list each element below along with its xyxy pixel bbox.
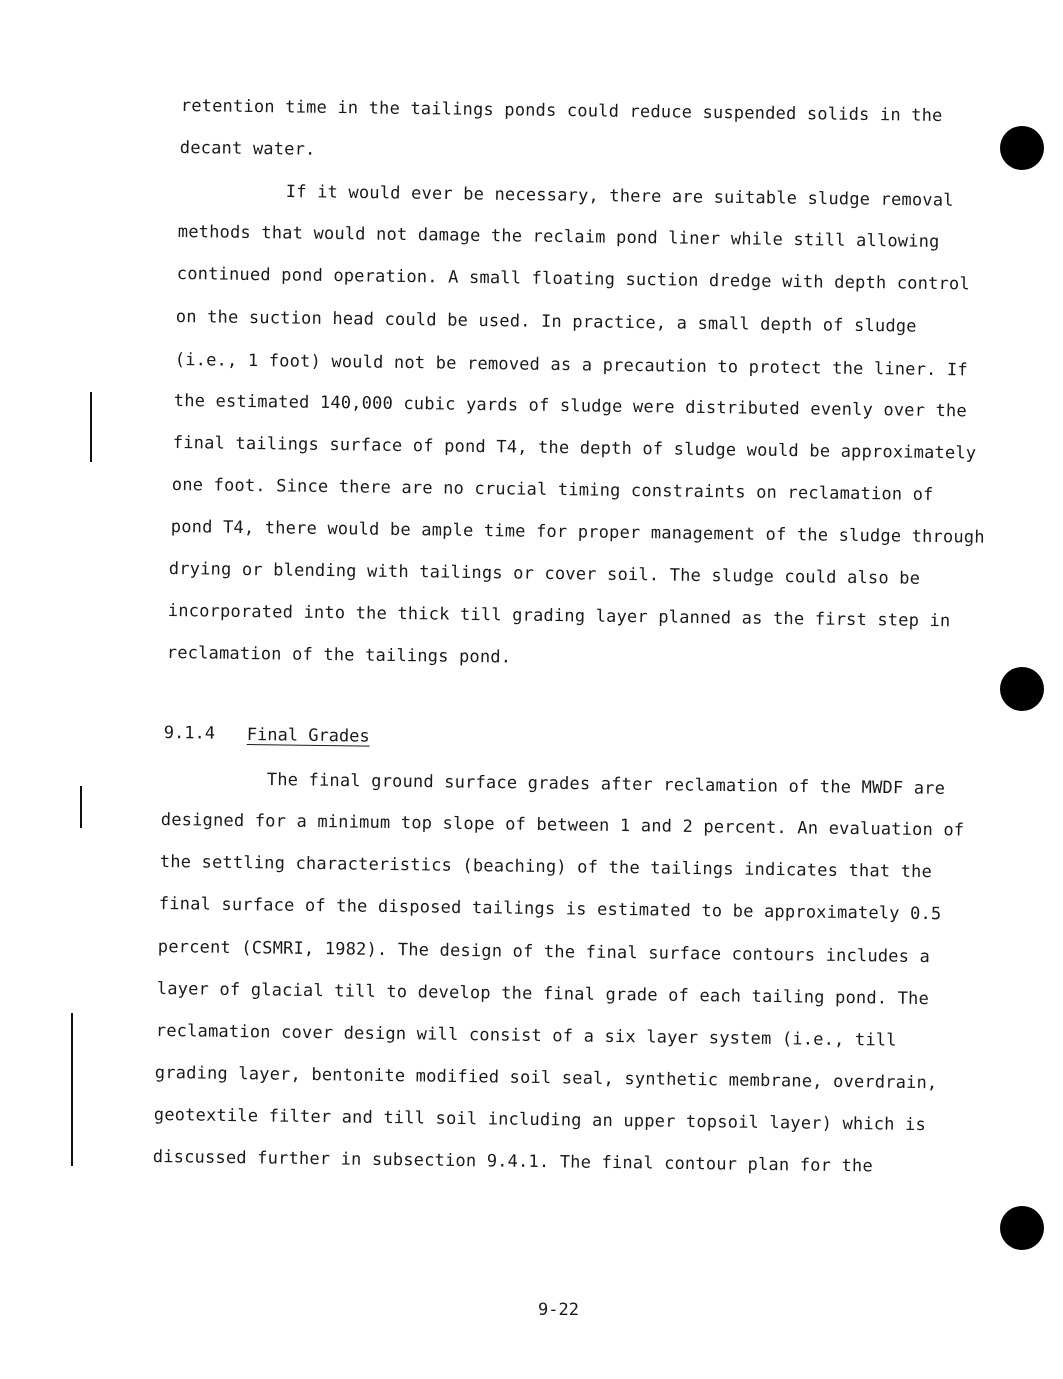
text-line: final tailings surface of pond T4, the depth of sludge would be approximately	[172, 433, 977, 464]
section-title: Final Grades	[246, 725, 370, 747]
text-line: percent (CSMRI, 1982). The design of the final surface contours includes a	[157, 937, 931, 968]
text-line: continued pond operation. A small floating suction dredge with depth control	[176, 264, 970, 295]
text-line: methods that would not damage the reclaim pond liner while still allowing	[177, 222, 940, 252]
text-line: decant water.	[179, 138, 316, 160]
text-line: drying or blending with tailings or cover soil. The sludge could also be	[168, 559, 921, 589]
change-bar-1	[90, 392, 92, 462]
section-number: 9.1.4	[163, 723, 216, 744]
text-line: grading layer, bentonite modified soil seal, synthetic membrane, overdrain,	[154, 1063, 938, 1094]
text-line: If it would ever be necessary, there are suitable sludge removal	[285, 182, 954, 211]
text-line: the settling characteristics (beaching) of the tailings indicates that the	[159, 852, 933, 883]
text-line: on the suction head could be used. In practice, a small depth of sludge	[175, 307, 917, 337]
text-line: reclamation cover design will consist of a six layer system (i.e., till	[155, 1021, 897, 1051]
text-line: designed for a minimum top slope of between 1 and 2 percent. An evaluation of	[160, 810, 965, 841]
text-line: geotextile filter and till soil including an upper topsoil layer) which is	[153, 1105, 927, 1136]
text-line: pond T4, there would be ample time for proper management of the sludge through	[170, 517, 985, 548]
text-line: retention time in the tailings ponds could reduce suspended solids in the	[180, 96, 943, 126]
change-bar-2	[80, 786, 82, 828]
text-line: reclamation of the tailings pond.	[166, 643, 512, 668]
change-bar-3	[71, 1013, 73, 1166]
text-line: one foot. Since there are no crucial timing constraints on reclamation of	[171, 475, 934, 505]
binder-hole-bottom	[1000, 1206, 1044, 1250]
page-number: 9-22	[538, 1300, 579, 1320]
text-line: discussed further in subsection 9.4.1. The final contour plan for the	[152, 1147, 873, 1177]
text-line: (i.e., 1 foot) would not be removed as a precaution to protect the liner. If	[174, 350, 968, 381]
text-line: The final ground surface grades after reclamation of the MWDF are	[266, 770, 946, 799]
binder-hole-top	[1000, 126, 1044, 170]
text-line: layer of glacial till to develop the final grade of each tailing pond. The	[156, 979, 930, 1010]
text-line: incorporated into the thick till grading layer planned as the first step in	[167, 601, 951, 632]
binder-hole-middle	[1000, 667, 1044, 711]
text-line: final surface of the disposed tailings is estimated to be approximately 0.5	[158, 894, 942, 925]
text-line: the estimated 140,000 cubic yards of sludge were distributed evenly over the	[173, 391, 967, 422]
